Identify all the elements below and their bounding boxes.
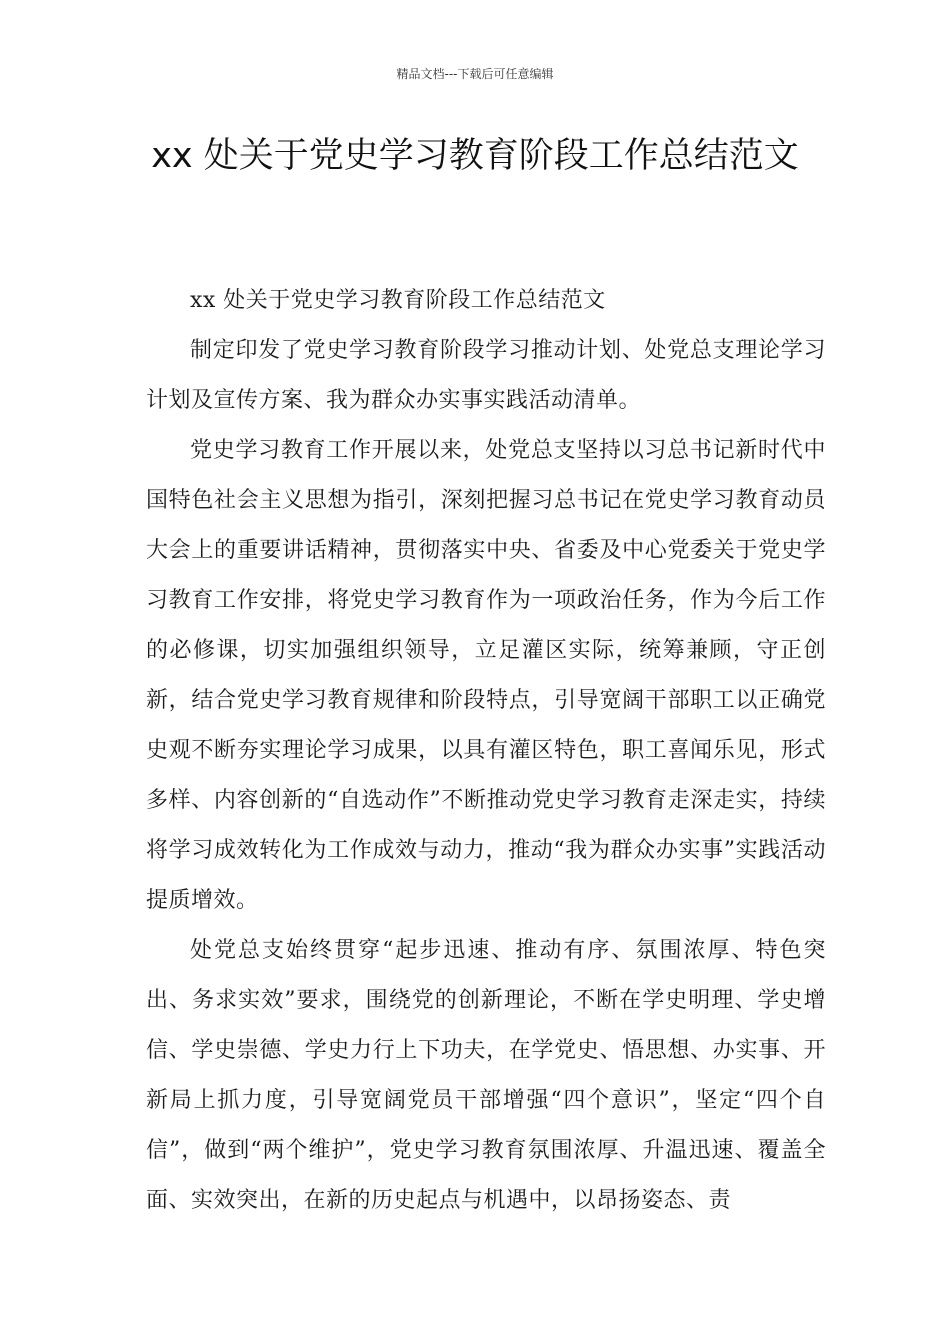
paragraph: 制定印发了党史学习教育阶段学习推动计划、处党总支理论学习计划及宣传方案、我为群众办实事实践活动清单。 [146,338,826,413]
paragraph-subtitle: xx 处关于党史学习教育阶段工作总结范文 [190,288,606,313]
header-note: 精品文档---下载后可任意编辑 [396,67,554,81]
paragraph: 党史学习教育工作开展以来，处党总支坚持以习总书记新时代中国特色社会主义思想为指引，深刻把握习总书记在党史学习教育动员大会上的重要讲话精神，贯彻落实中央、省委及中心党委关于党史学习教育工作安排，将党史学习教育作为一项政治任务，作为今后工作的必修课，切实加强组织领导，立足灌区实际，统筹兼顾，守正创新，结合党史学习教育规律和阶段特点，引导宽阔干部职工以正确党史观不断夯实理论学习成果，以具有灌区特色，职工喜闻乐见，形式多样、内容创新的“自选动作”不断推动党史学习教育走深走实，持续将学习成效转化为工作成效与动力，推动“我为群众办实事”实践活动提质增效。 [146,438,826,913]
document-body [146,276,826,1226]
document-title: xx 处关于党史学习教育阶段工作总结范文 [151,136,799,176]
paragraph: 处党总支始终贯穿“起步迅速、推动有序、氛围浓厚、特色突出、务求实效”要求，围绕党的创新理论，不断在学史明理、学史增信、学史崇德、学史力行上下功夫，在学党史、悟思想、办实事、开新局上抓力度，引导宽阔党员干部增强“四个意识”，坚定“四个自信”，做到“两个维护”，党史学习教育氛围浓厚、升温迅速、覆盖全面、实效突出，在新的历史起点与机遇中，以昂扬姿态、责 [146,938,826,1213]
